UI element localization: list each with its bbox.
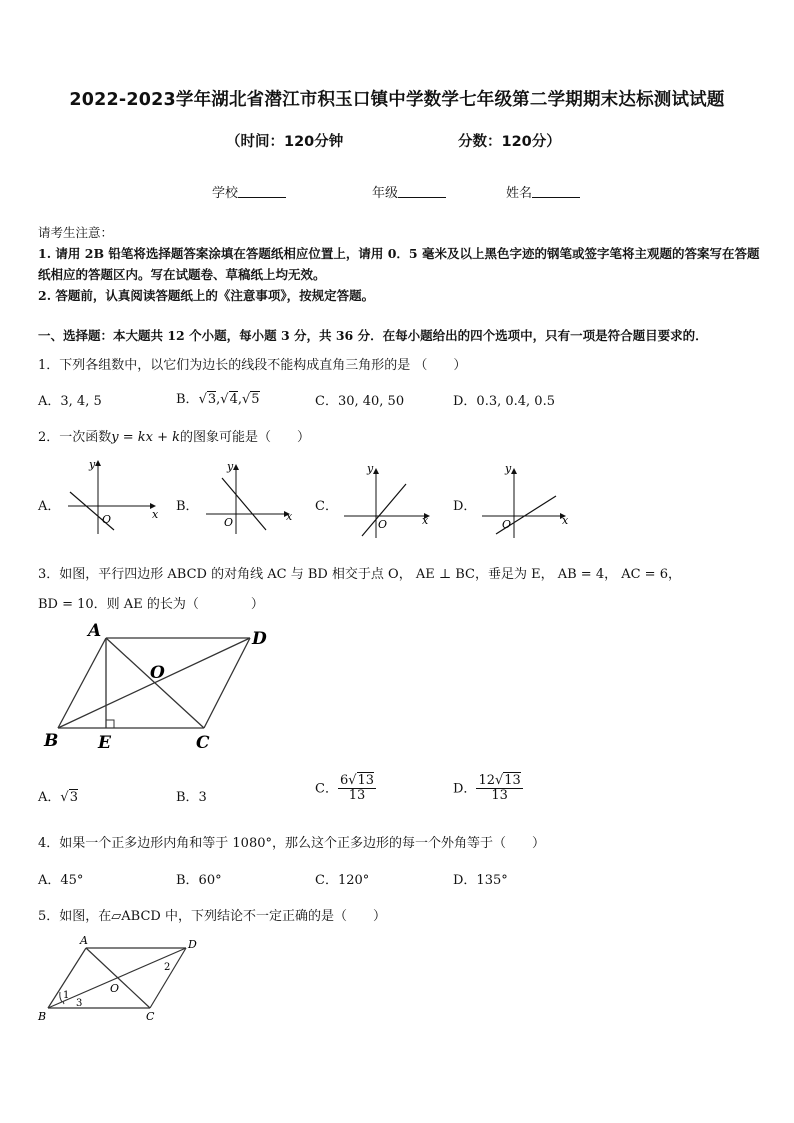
q2a-origin: O [102,513,112,526]
q2d-origin: O [502,518,512,531]
notice-item-1: 1. 请用 2B 铅笔将选择题答案涂填在答题纸相应位置上，请用 0．5 毫米及以上黑色字迹的钢笔或签字笔将主观题的答案写在答题纸相应的答题区内。写在试题卷、草稿纸上均无效。 [38,246,760,282]
q5-point-b: B [38,1010,47,1023]
q5-angle-3: 3 [76,998,83,1009]
exam-score: 分数：120分） [458,134,561,150]
q4-option-a: A．45° [38,873,84,888]
q2d-x-label: x [562,514,569,527]
q3-option-c: C． $\frac{6√13}{13}$ [315,773,375,804]
q2a-y-label: y [89,458,96,471]
q3-option-b: B．3 [176,790,207,805]
q4-stem: 4．如果一个正多边形内角和等于 1080°，那么这个正多边形的每一个外角等于（ ） [38,836,545,851]
q5-point-a: A [80,934,88,947]
q5-parallelogram-figure [36,932,216,1026]
q3-point-e: E [98,733,111,753]
q1-option-c: C．30, 40, 50 [315,394,405,409]
q3-point-d: D [252,629,267,649]
q3-point-b: B [44,731,59,751]
q5-stem: 5．如图，在▱ABCD 中，下列结论不一定正确的是（ ） [38,909,386,924]
q2-option-a-label: A． [38,499,61,514]
q3-stem-line-2: BD = 10．则 AE 的长为（ ） [38,597,264,612]
q3-option-a: A．√3 [38,790,78,805]
q2c-y-label: y [367,462,374,475]
q1-option-d: D．0.3, 0.4, 0.5 [453,394,555,409]
q2b-x-label: x [286,510,293,523]
q3-parallelogram-figure [40,618,280,758]
q2d-y-label: y [505,462,512,475]
q3-stem-line-1: 3．如图，平行四边形 ABCD 的对角线 AC 与 BD 相交于点 O， AE ⊥ BC，垂足为 E， AB = 4， AC = 6， [38,567,681,582]
q2-graph-a [62,456,162,536]
q2-option-d-label: D． [453,499,477,514]
q3-option-d: D． $\frac{12√13}{13}$ [453,773,521,804]
q1-option-b: B．√3,√4,√5 [176,392,260,407]
q5-angle-2: 2 [164,962,171,973]
q2b-y-label: y [227,460,234,473]
q2-option-c-label: C． [315,499,338,514]
q2-stem: 2．一次函数y = kx + k的图象可能是（ ） [38,430,311,445]
name-field: 姓名 [506,182,580,201]
q5-point-d: D [188,938,197,951]
q2-graph-d [478,460,578,540]
q5-point-o: O [110,982,120,995]
q3-point-a: A [88,621,102,641]
exam-time: （时间：120分钟 [226,134,344,150]
q1-stem: 1．下列各组数中，以它们为边长的线段不能构成直角三角形的是 （ ） [38,358,467,373]
q3-point-o: O [150,663,165,683]
notice-heading: 请考生注意： [38,225,114,240]
notice-item-2: 2. 答题前，认真阅读答题纸上的《注意事项》，按规定答题。 [38,288,375,303]
q2-graph-b [200,456,300,536]
grade-field: 年级 [372,182,446,201]
q2a-x-label: x [152,508,159,521]
q2b-origin: O [224,516,234,529]
q2-option-b-label: B． [176,499,199,514]
q2-graph-c [340,460,440,540]
q2c-origin: O [378,518,388,531]
q1-option-a: A．3, 4, 5 [38,394,102,409]
q2c-x-label: x [422,514,429,527]
q4-option-c: C．120° [315,873,370,888]
q3-point-c: C [196,733,210,753]
page-title: 2022-2023学年湖北省潜江市积玉口镇中学数学七年级第二学期期末达标测试试题 [69,90,725,110]
q5-point-c: C [146,1010,155,1023]
q4-option-b: B．60° [176,873,222,888]
section-1-heading: 一、选择题：本大题共 12 个小题，每小题 3 分，共 36 分．在每小题给出的四个选项中，只有一项是符合题目要求的． [38,328,708,343]
q4-option-d: D．135° [453,873,508,888]
school-field: 学校 [212,182,286,201]
q5-angle-1: 1 [63,990,70,1001]
notice [38,222,760,306]
